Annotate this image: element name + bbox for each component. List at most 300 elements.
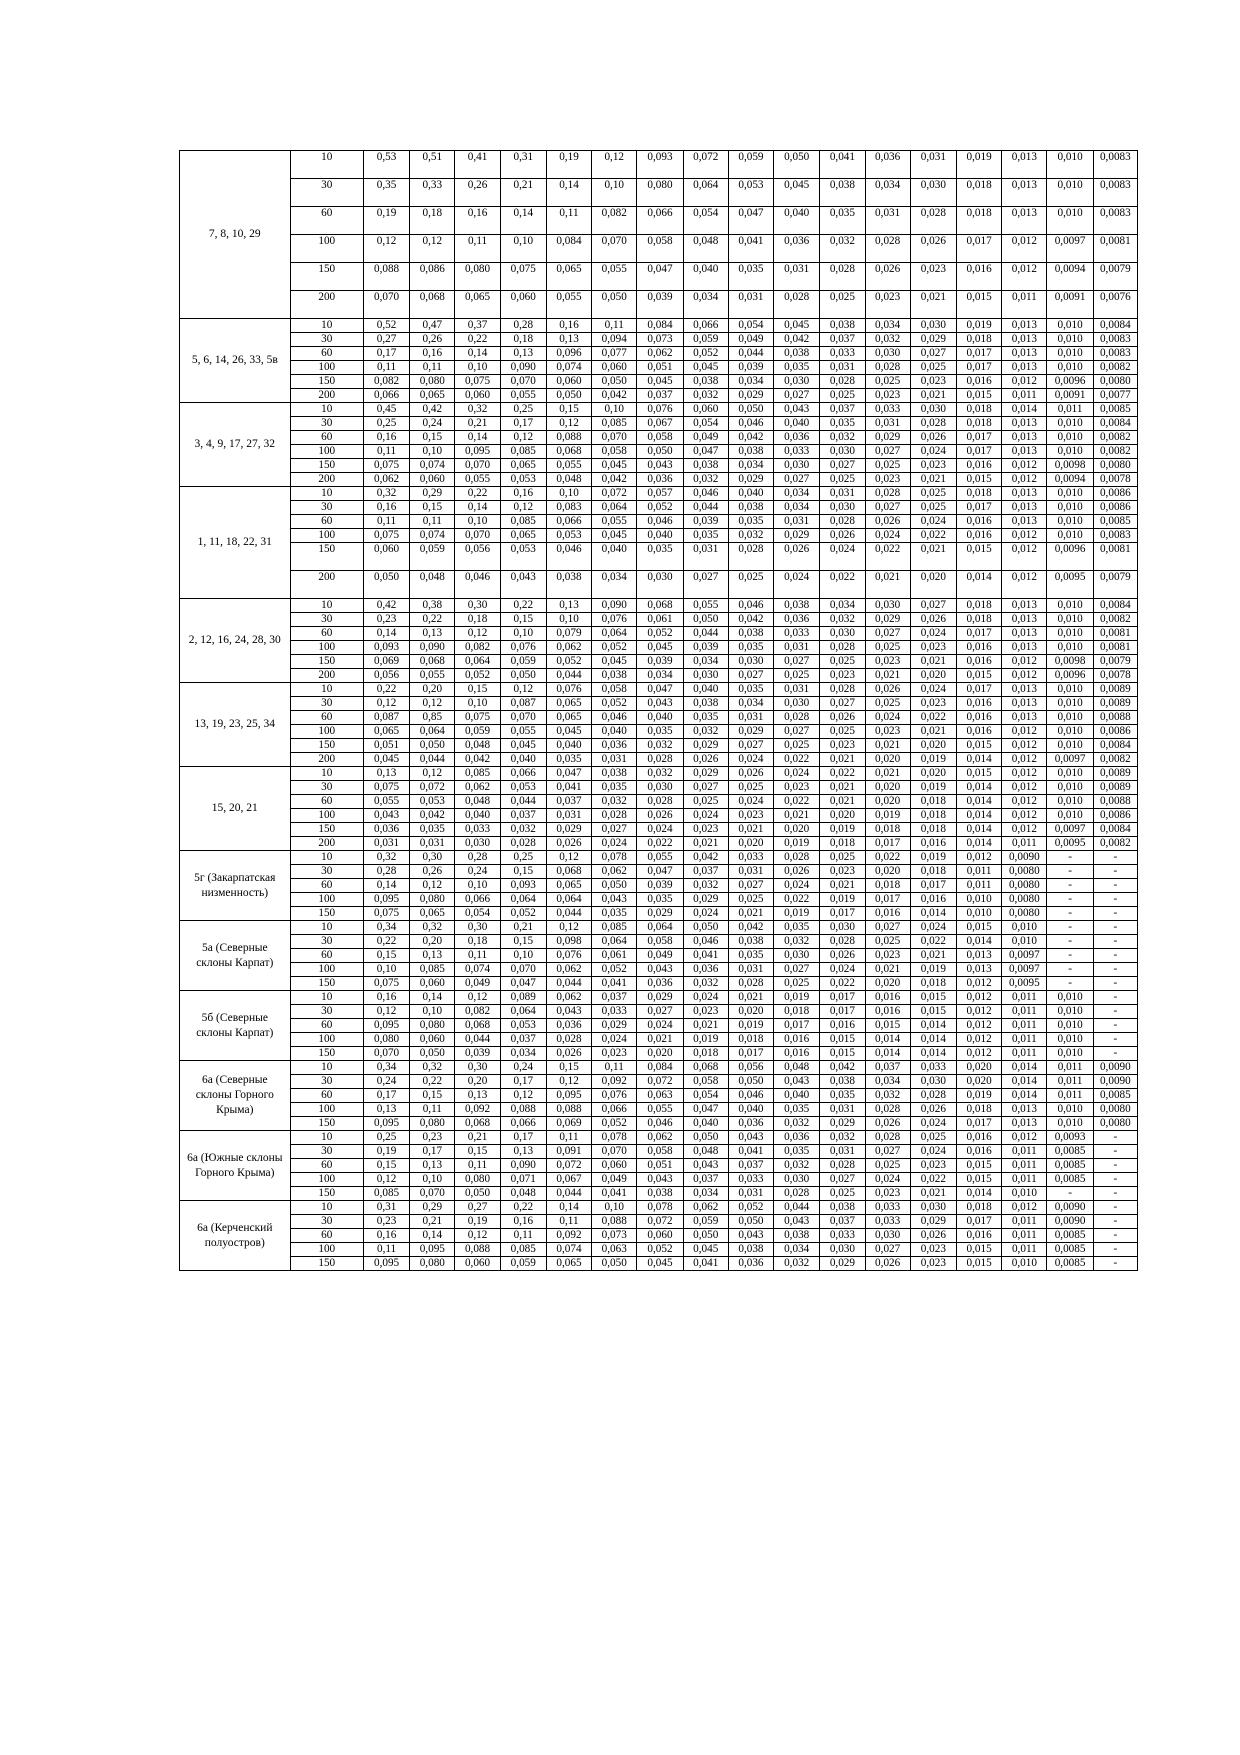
value-cell: 0,031	[774, 683, 820, 697]
value-cell: 0,028	[637, 795, 683, 809]
table-row	[180, 1075, 1138, 1089]
table-row	[180, 1173, 1138, 1187]
value-cell: 0,10	[455, 515, 500, 529]
value-cell: 0,024	[910, 445, 956, 459]
table-row	[180, 739, 1138, 753]
value-cell: 0,060	[455, 389, 500, 403]
value-cell: 0,0081	[1093, 543, 1137, 571]
depth-cell: 200	[290, 389, 363, 403]
value-cell: 0,062	[546, 641, 591, 655]
value-cell: 0,11	[592, 319, 637, 333]
value-cell: 0,13	[410, 949, 455, 963]
value-cell: 0,064	[500, 1005, 546, 1019]
value-cell: 0,033	[774, 627, 820, 641]
region-cell: 5а (Северные склоны Карпат)	[180, 921, 291, 991]
value-cell: 0,042	[683, 851, 728, 865]
value-cell: 0,041	[592, 977, 637, 991]
value-cell: 0,0085	[1093, 1089, 1137, 1103]
value-cell: 0,045	[637, 375, 683, 389]
value-cell: 0,046	[637, 515, 683, 529]
value-cell: 0,0082	[1093, 361, 1137, 375]
depth-cell: 100	[290, 235, 363, 263]
depth-cell: 150	[290, 977, 363, 991]
value-cell: 0,056	[728, 1061, 773, 1075]
value-cell: 0,066	[637, 207, 683, 235]
depth-cell: 100	[290, 1033, 363, 1047]
value-cell: 0,040	[774, 417, 820, 431]
value-cell: 0,011	[956, 865, 1001, 879]
depth-cell: 100	[290, 1103, 363, 1117]
value-cell: 0,013	[1002, 599, 1047, 613]
value-cell: 0,0082	[1093, 837, 1137, 851]
value-cell: -	[1093, 1215, 1137, 1229]
depth-cell: 10	[290, 487, 363, 501]
value-cell: 0,058	[592, 683, 637, 697]
value-cell: 0,021	[910, 1187, 956, 1201]
value-cell: 0,026	[865, 1257, 910, 1271]
value-cell: 0,034	[500, 1047, 546, 1061]
value-cell: 0,11	[410, 1103, 455, 1117]
value-cell: 0,010	[1002, 935, 1047, 949]
depth-cell: 30	[290, 1215, 363, 1229]
value-cell: 0,010	[1047, 1117, 1093, 1131]
value-cell: 0,16	[363, 1229, 409, 1243]
value-cell: 0,031	[728, 291, 773, 319]
value-cell: 0,021	[865, 571, 910, 599]
value-cell: 0,036	[363, 823, 409, 837]
depth-cell: 10	[290, 851, 363, 865]
value-cell: 0,22	[410, 613, 455, 627]
value-cell: 0,032	[865, 333, 910, 347]
value-cell: 0,12	[546, 417, 591, 431]
value-cell: 0,029	[728, 473, 773, 487]
value-cell: 0,031	[820, 487, 865, 501]
value-cell: 0,010	[1047, 445, 1093, 459]
value-cell: 0,15	[546, 1061, 591, 1075]
value-cell: 0,012	[956, 851, 1001, 865]
value-cell: 0,052	[455, 669, 500, 683]
depth-cell: 200	[290, 571, 363, 599]
depth-cell: 60	[290, 949, 363, 963]
value-cell: 0,012	[1002, 1201, 1047, 1215]
value-cell: 0,0086	[1093, 725, 1137, 739]
value-cell: 0,022	[865, 851, 910, 865]
value-cell: 0,096	[546, 347, 591, 361]
value-cell: 0,19	[455, 1215, 500, 1229]
value-cell: 0,040	[683, 683, 728, 697]
value-cell: 0,028	[820, 683, 865, 697]
value-cell: 0,028	[820, 935, 865, 949]
value-cell: 0,27	[455, 1201, 500, 1215]
value-cell: 0,056	[363, 669, 409, 683]
value-cell: -	[1093, 1047, 1137, 1061]
value-cell: 0,017	[956, 347, 1001, 361]
value-cell: 0,034	[683, 1187, 728, 1201]
value-cell: -	[1093, 1159, 1137, 1173]
value-cell: 0,060	[410, 473, 455, 487]
value-cell: 0,020	[728, 837, 773, 851]
value-cell: 0,085	[500, 445, 546, 459]
value-cell: 0,034	[865, 1075, 910, 1089]
value-cell: 0,013	[1002, 1103, 1047, 1117]
value-cell: 0,023	[865, 389, 910, 403]
value-cell: 0,053	[500, 781, 546, 795]
value-cell: 0,014	[956, 837, 1001, 851]
value-cell: 0,060	[410, 977, 455, 991]
value-cell: 0,027	[774, 655, 820, 669]
value-cell: 0,035	[728, 949, 773, 963]
value-cell: 0,020	[865, 865, 910, 879]
value-cell: 0,16	[455, 207, 500, 235]
value-cell: 0,019	[774, 907, 820, 921]
value-cell: 0,0094	[1047, 263, 1093, 291]
value-cell: 0,036	[728, 1117, 773, 1131]
value-cell: 0,018	[910, 809, 956, 823]
value-cell: 0,52	[363, 319, 409, 333]
value-cell: 0,10	[455, 879, 500, 893]
value-cell: 0,027	[683, 571, 728, 599]
value-cell: 0,050	[592, 291, 637, 319]
value-cell: 0,010	[1047, 599, 1093, 613]
value-cell: 0,033	[728, 851, 773, 865]
value-cell: 0,031	[820, 1145, 865, 1159]
depth-cell: 10	[290, 319, 363, 333]
value-cell: 0,054	[455, 907, 500, 921]
table-row	[180, 207, 1138, 235]
value-cell: 0,0084	[1093, 739, 1137, 753]
value-cell: 0,10	[592, 179, 637, 207]
value-cell: 0,079	[546, 627, 591, 641]
value-cell: 0,041	[683, 1257, 728, 1271]
value-cell: 0,038	[820, 1201, 865, 1215]
value-cell: 0,040	[774, 1089, 820, 1103]
value-cell: 0,075	[363, 529, 409, 543]
value-cell: 0,027	[865, 1243, 910, 1257]
value-cell: 0,062	[363, 473, 409, 487]
value-cell: 0,048	[455, 795, 500, 809]
value-cell: 0,023	[910, 263, 956, 291]
value-cell: 0,013	[1002, 487, 1047, 501]
value-cell: 0,074	[410, 529, 455, 543]
value-cell: 0,026	[910, 431, 956, 445]
value-cell: -	[1093, 851, 1137, 865]
value-cell: 0,15	[500, 935, 546, 949]
depth-cell: 200	[290, 837, 363, 851]
value-cell: 0,017	[956, 683, 1001, 697]
table-row	[180, 879, 1138, 893]
value-cell: 0,17	[363, 1089, 409, 1103]
value-cell: 0,028	[774, 291, 820, 319]
value-cell: 0,053	[500, 473, 546, 487]
value-cell: 0,031	[683, 543, 728, 571]
value-cell: 0,023	[910, 1243, 956, 1257]
value-cell: 0,032	[820, 431, 865, 445]
value-cell: 0,025	[820, 655, 865, 669]
value-cell: 0,064	[546, 893, 591, 907]
value-cell: 0,020	[728, 1005, 773, 1019]
value-cell: 0,065	[546, 1257, 591, 1271]
table-row	[180, 1257, 1138, 1271]
value-cell: 0,11	[363, 1243, 409, 1257]
value-cell: 0,030	[820, 501, 865, 515]
value-cell: 0,024	[683, 907, 728, 921]
value-cell: 0,022	[774, 753, 820, 767]
value-cell: 0,093	[363, 641, 409, 655]
value-cell: 0,045	[683, 1243, 728, 1257]
value-cell: 0,035	[728, 515, 773, 529]
value-cell: 0,033	[592, 1005, 637, 1019]
value-cell: 0,16	[410, 347, 455, 361]
value-cell: 0,025	[683, 795, 728, 809]
value-cell: 0,076	[546, 949, 591, 963]
value-cell: 0,082	[455, 1005, 500, 1019]
value-cell: 0,035	[728, 263, 773, 291]
value-cell: 0,11	[455, 949, 500, 963]
value-cell: 0,024	[910, 683, 956, 697]
table-row	[180, 529, 1138, 543]
value-cell: 0,013	[1002, 711, 1047, 725]
value-cell: 0,41	[455, 151, 500, 179]
value-cell: 0,10	[363, 963, 409, 977]
value-cell: 0,0083	[1093, 207, 1137, 235]
value-cell: 0,043	[500, 571, 546, 599]
table-row	[180, 1201, 1138, 1215]
value-cell: 0,036	[637, 977, 683, 991]
value-cell: 0,073	[592, 1229, 637, 1243]
table-row	[180, 1019, 1138, 1033]
value-cell: 0,078	[637, 1201, 683, 1215]
value-cell: 0,088	[592, 1215, 637, 1229]
value-cell: 0,0085	[1047, 1257, 1093, 1271]
value-cell: 0,13	[410, 1159, 455, 1173]
value-cell: 0,058	[637, 235, 683, 263]
value-cell: 0,034	[865, 179, 910, 207]
value-cell: 0,021	[637, 1033, 683, 1047]
value-cell: 0,042	[410, 809, 455, 823]
value-cell: 0,046	[728, 1089, 773, 1103]
value-cell: 0,010	[1047, 529, 1093, 543]
value-cell: 0,012	[1002, 571, 1047, 599]
depth-cell: 150	[290, 459, 363, 473]
value-cell: 0,067	[546, 1173, 591, 1187]
value-cell: 0,037	[820, 333, 865, 347]
value-cell: 0,037	[592, 991, 637, 1005]
value-cell: 0,022	[820, 571, 865, 599]
value-cell: 0,042	[455, 753, 500, 767]
value-cell: 0,011	[1002, 1229, 1047, 1243]
value-cell: 0,042	[774, 333, 820, 347]
depth-cell: 150	[290, 907, 363, 921]
value-cell: 0,038	[774, 1229, 820, 1243]
value-cell: 0,050	[728, 1075, 773, 1089]
value-cell: 0,045	[592, 529, 637, 543]
value-cell: 0,0096	[1047, 375, 1093, 389]
value-cell: 0,010	[1047, 501, 1093, 515]
value-cell: 0,095	[363, 1117, 409, 1131]
value-cell: 0,014	[956, 781, 1001, 795]
table-row	[180, 809, 1138, 823]
value-cell: 0,010	[1047, 809, 1093, 823]
value-cell: 0,050	[683, 1131, 728, 1145]
value-cell: 0,060	[410, 1033, 455, 1047]
value-cell: 0,016	[956, 1145, 1001, 1159]
value-cell: 0,22	[500, 1201, 546, 1215]
value-cell: 0,025	[774, 977, 820, 991]
value-cell: 0,038	[592, 669, 637, 683]
value-cell: 0,027	[637, 1005, 683, 1019]
value-cell: 0,010	[1047, 361, 1093, 375]
value-cell: 0,012	[1002, 375, 1047, 389]
value-cell: 0,0083	[1093, 151, 1137, 179]
value-cell: 0,15	[546, 403, 591, 417]
value-cell: 0,050	[683, 613, 728, 627]
value-cell: 0,010	[1047, 1047, 1093, 1061]
value-cell: 0,018	[865, 879, 910, 893]
value-cell: 0,14	[500, 207, 546, 235]
value-cell: 0,065	[363, 725, 409, 739]
value-cell: 0,26	[455, 179, 500, 207]
value-cell: 0,11	[363, 445, 409, 459]
value-cell: 0,10	[410, 445, 455, 459]
value-cell: 0,013	[956, 949, 1001, 963]
value-cell: 0,0080	[1093, 459, 1137, 473]
value-cell: 0,022	[774, 795, 820, 809]
value-cell: 0,015	[820, 1047, 865, 1061]
value-cell: 0,0084	[1093, 319, 1137, 333]
value-cell: 0,15	[410, 501, 455, 515]
value-cell: 0,018	[956, 417, 1001, 431]
value-cell: 0,030	[637, 571, 683, 599]
value-cell: 0,027	[865, 1145, 910, 1159]
value-cell: 0,022	[910, 1173, 956, 1187]
value-cell: 0,015	[956, 291, 1001, 319]
value-cell: 0,056	[455, 543, 500, 571]
value-cell: 0,010	[1047, 725, 1093, 739]
value-cell: -	[1093, 1033, 1137, 1047]
value-cell: 0,027	[820, 1173, 865, 1187]
value-cell: 0,0098	[1047, 459, 1093, 473]
value-cell: 0,10	[410, 1005, 455, 1019]
value-cell: 0,0088	[1093, 711, 1137, 725]
value-cell: 0,043	[728, 1131, 773, 1145]
value-cell: 0,070	[455, 529, 500, 543]
value-cell: 0,014	[1002, 1089, 1047, 1103]
table-row	[180, 473, 1138, 487]
value-cell: 0,025	[865, 375, 910, 389]
value-cell: 0,058	[637, 431, 683, 445]
value-cell: 0,029	[592, 1019, 637, 1033]
value-cell: 0,0085	[1093, 515, 1137, 529]
value-cell: 0,11	[363, 515, 409, 529]
value-cell: 0,025	[774, 669, 820, 683]
value-cell: 0,070	[592, 235, 637, 263]
value-cell: 0,062	[546, 991, 591, 1005]
table-row	[180, 907, 1138, 921]
table-row	[180, 459, 1138, 473]
depth-cell: 10	[290, 767, 363, 781]
value-cell: 0,043	[683, 1159, 728, 1173]
depth-cell: 100	[290, 1173, 363, 1187]
value-cell: 0,027	[865, 445, 910, 459]
depth-cell: 30	[290, 697, 363, 711]
value-cell: 0,11	[500, 1229, 546, 1243]
value-cell: 0,014	[910, 1019, 956, 1033]
value-cell: 0,027	[728, 669, 773, 683]
value-cell: 0,044	[546, 1187, 591, 1201]
value-cell: 0,32	[410, 921, 455, 935]
value-cell: 0,0090	[1047, 1215, 1093, 1229]
value-cell: 0,033	[820, 347, 865, 361]
value-cell: 0,012	[1002, 655, 1047, 669]
value-cell: 0,13	[546, 333, 591, 347]
value-cell: 0,032	[820, 613, 865, 627]
value-cell: 0,012	[1002, 543, 1047, 571]
value-cell: 0,30	[455, 1061, 500, 1075]
value-cell: 0,054	[683, 1089, 728, 1103]
value-cell: 0,011	[1002, 1215, 1047, 1229]
value-cell: 0,025	[820, 851, 865, 865]
value-cell: 0,027	[820, 697, 865, 711]
value-cell: -	[1093, 907, 1137, 921]
value-cell: 0,11	[410, 361, 455, 375]
table-row	[180, 627, 1138, 641]
value-cell: 0,045	[363, 753, 409, 767]
value-cell: 0,035	[774, 1103, 820, 1117]
value-cell: 0,031	[865, 417, 910, 431]
value-cell: 0,28	[363, 865, 409, 879]
value-cell: 0,015	[956, 669, 1001, 683]
value-cell: 0,076	[592, 1089, 637, 1103]
value-cell: 0,015	[956, 1243, 1001, 1257]
value-cell: 0,029	[637, 907, 683, 921]
value-cell: 0,22	[363, 683, 409, 697]
value-cell: 0,062	[592, 865, 637, 879]
value-cell: 0,029	[637, 991, 683, 1005]
value-cell: 0,066	[500, 767, 546, 781]
value-cell: 0,016	[865, 907, 910, 921]
value-cell: 0,12	[410, 767, 455, 781]
value-cell: 0,033	[774, 445, 820, 459]
value-cell: 0,010	[1047, 1019, 1093, 1033]
table-row	[180, 1215, 1138, 1229]
table-row	[180, 319, 1138, 333]
value-cell: 0,048	[410, 571, 455, 599]
value-cell: 0,012	[1002, 235, 1047, 263]
value-cell: 0,0098	[1047, 655, 1093, 669]
value-cell: 0,023	[728, 809, 773, 823]
value-cell: 0,023	[683, 823, 728, 837]
value-cell: 0,047	[683, 1103, 728, 1117]
value-cell: 0,052	[592, 1117, 637, 1131]
value-cell: 0,030	[774, 375, 820, 389]
value-cell: 0,016	[956, 263, 1001, 291]
value-cell: 0,024	[637, 823, 683, 837]
value-cell: 0,059	[455, 725, 500, 739]
value-cell: 0,098	[546, 935, 591, 949]
value-cell: 0,083	[546, 501, 591, 515]
value-cell: 0,055	[455, 473, 500, 487]
value-cell: 0,046	[592, 711, 637, 725]
value-cell: 0,0094	[1047, 473, 1093, 487]
value-cell: 0,12	[455, 1229, 500, 1243]
value-cell: 0,0080	[1093, 375, 1137, 389]
value-cell: 0,043	[637, 697, 683, 711]
value-cell: 0,013	[1002, 417, 1047, 431]
value-cell: 0,044	[500, 795, 546, 809]
value-cell: 0,0082	[1093, 613, 1137, 627]
value-cell: -	[1047, 879, 1093, 893]
value-cell: 0,066	[363, 389, 409, 403]
